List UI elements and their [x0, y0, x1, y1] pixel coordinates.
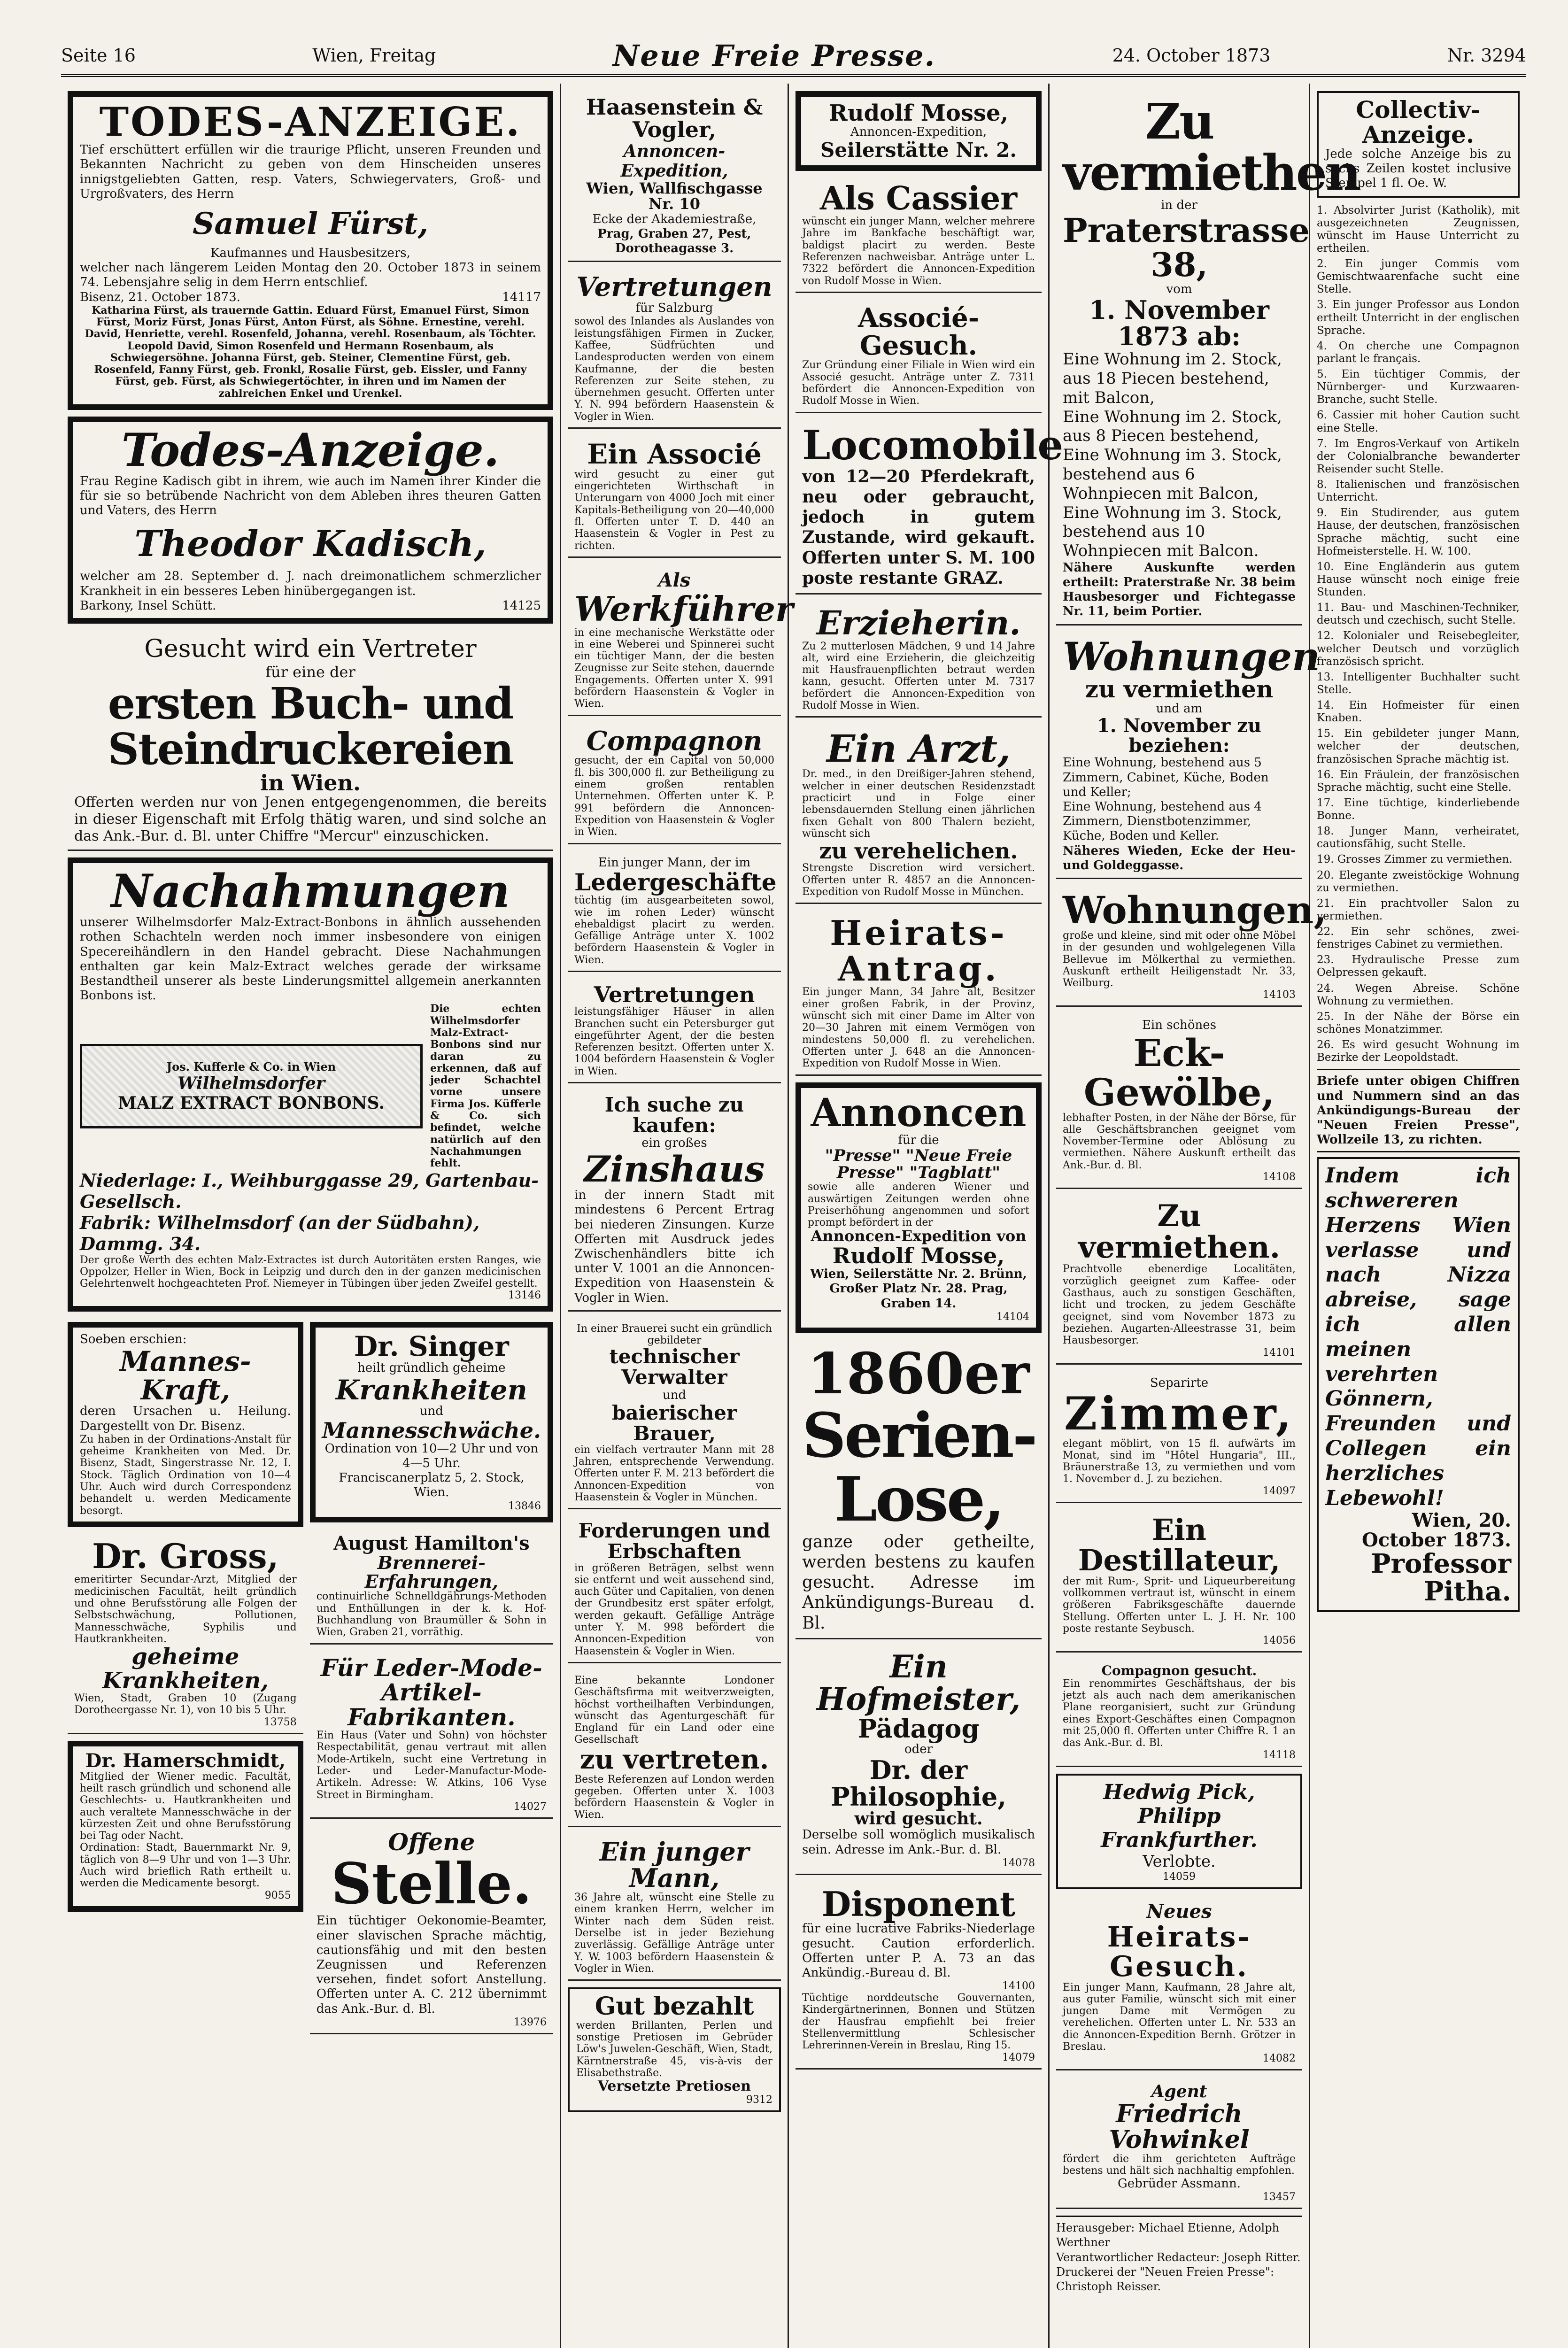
- imprint-printer: Druckerei der "Neuen Freien Presse": Christoph Reisser.: [1056, 2265, 1274, 2294]
- deceased-name: Theodor Kadisch,: [134, 523, 487, 565]
- heirats-text: Ein junger Mann, 34 Jahre alt, Besitzer einer großen Fabrik, in der Provinz, wünscht sich mit einer Dame im Alter von 20—30 Jahren mit einem Vermögen von mindestens 50,000 fl. zu verehelichen. Offerten unter J. 648 an die Annoncen-Expedition von Rudolf Mosse in Wien.: [802, 986, 1035, 1070]
- list-item: 5. Ein tüchtiger Commis, der Nürnberger- und Kurzwaaren-Branche, sucht Stelle.: [1317, 368, 1520, 406]
- forderungen-title: Forderungen und Erbschaften: [578, 1519, 771, 1563]
- medical-left: [68, 1318, 303, 2040]
- bonbon-row: [80, 1003, 541, 1169]
- vermiethen-line1: in der: [1161, 198, 1197, 213]
- place-code-line: [80, 599, 541, 613]
- brauer-text: ein vielfach vertrauter Mann mit 28 Jahren, entsprechende Verwendung. Offerten unter F. M. 213 befördert die Annoncen-Expedition von Haasenstein & Vogler in München.: [574, 1444, 774, 1504]
- ad-code: 14056: [1263, 1635, 1296, 1647]
- zinshaus-ad: [568, 1090, 781, 1312]
- cassier-text: wünscht ein junger Mann, welcher mehrere Jahre im Bankfache beschäftigt war, baldigst placirt zu werden. Beste Referenzen nachweisbar. Anträge unter L. 7322 befördert die Annoncen-Expedition von Rudolf Mosse in Wien.: [802, 216, 1035, 287]
- medical-ads-row: [68, 1318, 553, 2040]
- hamilton-sub: Brennerei-Erfahrungen,: [364, 1552, 499, 1592]
- hamerschmidt-name: Dr. Hamerschmidt,: [85, 1749, 286, 1772]
- ledergeschaefte-text: tüchtig (im ausgearbeiteten sowol, wie im rohen Leder) wünscht ehebaldigst placirt zu werden. Gefällige Anträge unter X. 1002 befördern Haasenstein & Vogler in Wien.: [574, 895, 774, 966]
- place-date-line: [80, 290, 541, 305]
- issue-date: 24. October 1873: [1112, 45, 1271, 66]
- junger-mann-text: 36 Jahre alt, wünscht eine Stelle zu einem kranken Herrn, welcher im Winter nach dem Süden reist. Derselbe ist in jeder Beziehung zuverlässig. Gefällige Anträge unter Y. W. 1003 befördern Haasenstein & Vogler in Wien.: [574, 1892, 774, 1975]
- compagnon-title: Compagnon: [586, 725, 763, 757]
- hofmeister-line2: oder: [904, 1742, 933, 1757]
- singer-ad: [310, 1322, 553, 1522]
- ad-code: 14104: [996, 1311, 1029, 1323]
- zinshaus-line1: Ich suche zu kaufen:: [604, 1093, 744, 1137]
- locomobile-ad: [796, 420, 1064, 595]
- singer-line1: heilt gründlich geheime: [357, 1361, 506, 1375]
- hofmeister-text: Derselbe soll womöglich musikalisch sein. Adresse im Ank.-Bur. d. Bl.: [802, 1828, 1035, 1857]
- hamilton-title: August Hamilton's: [333, 1532, 530, 1554]
- list-item: 26. Es wird gesucht Wohnung im Bezirke der Leopoldstadt.: [1317, 1039, 1520, 1064]
- deceased-occupation: Kaufmannes und Hausbesitzers,: [210, 246, 410, 260]
- brauer-ad: [568, 1318, 781, 1510]
- list-item: 6. Cassier mit hoher Caution sucht eine Stelle.: [1317, 409, 1520, 434]
- cassier-title: Als Cassier: [819, 179, 1018, 217]
- vermiethen-street: Praterstrasse 38,: [1063, 210, 1310, 285]
- page-number: Seite 16: [61, 45, 136, 66]
- list-item: 2. Ein junger Commis vom Gemischtwaarenfache sucht eine Stelle.: [1317, 258, 1520, 296]
- erzieherin-title: Erzieherin.: [816, 603, 1021, 643]
- death-notice-details: welcher nach längerem Leiden Montag den 20. October 1873 in seinem 74. Lebensjahre selig in dem Herrn entschlief.: [80, 261, 541, 290]
- serien-title: 1860er: [807, 1340, 1030, 1407]
- ad-code: 14117: [502, 290, 541, 304]
- vertreter-line2: für eine der: [265, 663, 355, 681]
- gross-title: geheime Krankheiten,: [102, 1644, 269, 1694]
- vertretungen-title: Vertretungen: [576, 271, 772, 303]
- ad-code: 14125: [502, 598, 541, 613]
- vermiethen-title: Zu vermiethen: [1063, 93, 1360, 202]
- ad-code: 14078: [1002, 1857, 1035, 1869]
- imprint: [1056, 2216, 1302, 2294]
- ad-code: 9055: [264, 1889, 291, 1901]
- disponent-text: für eine lucrative Fabriks-Niederlage gesucht. Caution erforderlich. Offerten unter P. A. 73 an das Ankündig.-Bureau d. Bl.: [802, 1922, 1035, 1980]
- leder-text: Ein Haus (Vater und Sohn) von höchster Respectabilität, genau vertraut mit allen Mode-Artikeln, sucht eine Vertretung in Leder- und Leder-Manufactur-Mode-Artikeln. Adresse: W. Atkins, 106 Vyse Street in Birmingham.: [316, 1730, 547, 1801]
- column-2: [561, 84, 793, 2348]
- ad-code: 14082: [1263, 2053, 1296, 2065]
- wohnungen-ad-2: [1056, 886, 1327, 1007]
- vertreter-text: Offerten werden nur von Jenen entgegengenommen, die bereits in dieser Eigenschaft mit Erfolg thätig waren, und sind solche an das Ank.-Bur. d. Bl. unter Chiffre "Mercur" einzuschicken.: [74, 794, 547, 845]
- hofmeister-line3: wird gesucht.: [854, 1808, 983, 1829]
- death-notice-title: Todes-Anzeige.: [121, 424, 500, 477]
- wohnungen-line3: 1. November zu beziehen:: [1097, 715, 1262, 757]
- list-item: 13. Intelligenter Buchhalter sucht Stelle.: [1317, 671, 1520, 696]
- zimmer-text: elegant möblirt, von 15 fl. aufwärts im Monat, sind im "Hôtel Hungaria", III., Bräunerstraße 13, zu vermiethen und vom 1. November d. J. zu beziehen.: [1063, 1437, 1296, 1485]
- hofmeister-ad: [796, 1646, 1042, 1875]
- verlobung-line1: Hedwig Pick,: [1103, 1780, 1255, 1804]
- list-item: 25. In der Nähe der Börse ein schönes Monatzimmer.: [1317, 1010, 1520, 1035]
- compagnon-gesucht-text: Ein renommirtes Geschäftshaus, der bis jetzt als auch nach dem amerikanischen Plane reorganisiert, sucht zur Gründung eines Export-Geschäftes einen Compagnon mit 25,000 fl. Offerten unter Chiffre R. 1 an das Ank.-Bur. d. Bl.: [1063, 1677, 1296, 1749]
- wohnungen-title: Wohnungen: [1063, 634, 1320, 680]
- annoncen-ad: [796, 1082, 1042, 1333]
- brauer-line1: In einer Brauerei sucht ein gründlich gebildeter: [577, 1322, 772, 1347]
- eck-title: Eck-Gewölbe,: [1083, 1030, 1275, 1114]
- vertretungen-petersburg-ad: [568, 979, 781, 1083]
- singer-title2: Mannesschwäche.: [322, 1417, 541, 1443]
- agent-ad: [1056, 2077, 1302, 2209]
- list-item: 3. Ein junger Professor aus London ertheilt Unterricht in der englischen Sprache.: [1317, 299, 1520, 337]
- list-item: 18. Junger Mann, verheiratet, cautionsfähig, sucht Stelle.: [1317, 825, 1520, 850]
- wohnung-item-2: Eine Wohnung im 2. Stock, aus 8 Piecen bestehend,: [1063, 407, 1282, 446]
- erzieherin-ad: [796, 601, 1042, 718]
- serien-big: Serien-Lose,: [802, 1399, 1036, 1536]
- ad-code: 14027: [514, 1800, 547, 1813]
- ad-code: 14059: [1163, 1870, 1196, 1883]
- box-top-label: Jos. Kufferle & Co. in Wien: [166, 1059, 336, 1074]
- death-notice-title: TODES-ANZEIGE.: [99, 99, 522, 145]
- list-item: 21. Ein prachtvoller Salon zu vermiethen.: [1317, 897, 1520, 922]
- locomobile-text: von 12—20 Pferdekraft, neu oder gebraucht, jedoch in gutem Zustande, wird gekauft. Offerten unter S. M. 100 poste restante GRAZ.: [802, 466, 1035, 588]
- brauer-title: technischer Verwalter: [609, 1345, 740, 1389]
- werkfuehrer-ad: [568, 564, 793, 716]
- disponent-ad: [796, 1882, 1042, 2070]
- list-item: 4. On cherche une Compagnon parlant le français.: [1317, 340, 1520, 365]
- zimmer-title: Zimmer,: [1064, 1387, 1294, 1440]
- gross-name: Dr. Gross,: [92, 1536, 279, 1576]
- eck-text: lebhafter Posten, in der Nähe der Börse, für alle Geschäftsbranchen geeignet vom November-Termine oder Ablösung zu vermiethen. Nähere Auskunft ertheilt das Ank.-Bur. d. Bl.: [1063, 1112, 1296, 1171]
- associe-gesuch-text: Zur Gründung einer Filiale in Wien wird ein Associé gesucht. Anträge unter Z. 7311 befördert die Annoncen-Expedition von Rudolf Mosse in Wien.: [802, 359, 1035, 407]
- hamilton-text: continuirliche Schnelldgährungs-Methoden und Enthüllungen in der k. k. Hof-Buchhandlung von Braumüller & Sohn in Wien, Graben 21, vorräthig.: [316, 1591, 547, 1638]
- ad-code: 13758: [263, 1716, 297, 1728]
- death-notice-intro: Tief erschüttert erfüllen wir die traurige Pflicht, unseren Freunden und Bekannten Nachricht zu geben von dem Hinscheiden unseres innigstgeliebten Gatten, resp. Vaters, Schwiegervaters, Groß- und Urgroßvaters, des Herrn: [80, 143, 541, 201]
- hofmeister-title: Ein Hofmeister,: [816, 1648, 1021, 1718]
- agency-title: Haasenstein & Vogler,: [586, 94, 763, 143]
- vermiethen-date: 1. November 1873 ab:: [1089, 294, 1269, 352]
- singer-title: Krankheiten: [335, 1374, 527, 1406]
- associe-gesuch-title: Associé-Gesuch.: [857, 302, 980, 361]
- wohnung-item-2: Eine Wohnung, bestehend aus 4 Zimmern, Dienstbotenzimmer, Küche, Boden und Keller.: [1063, 799, 1262, 843]
- nachahmungen-footnote: Der große Werth des echten Malz-Extractes ist durch Autoritäten ersten Ranges, wie Oppolzer, Heller in Wien, Bock in Leipzig und durch den in der ganzen medicinischen Gelehrtenwelt hochgeachteten Prof. Niemeyer in Tübingen über jeden Zweifel gestellt.: [80, 1254, 541, 1290]
- arzt-ad: [796, 724, 1042, 904]
- list-item: 12. Kolonialer und Reisebegleiter, welcher Deutsch und vorzüglich französisch spricht.: [1317, 630, 1520, 668]
- medical-right: [310, 1318, 553, 2040]
- ad-code: 14118: [1263, 1749, 1296, 1761]
- neues-line1: Neues: [1146, 1900, 1212, 1923]
- mosse-header: [796, 91, 1042, 171]
- zinshaus-title: Zinshaus: [584, 1148, 765, 1190]
- list-item: 8. Italienischen und französischen Unterricht.: [1317, 479, 1520, 504]
- junger-mann-ad: [568, 1834, 781, 1981]
- box-brand: Wilhelmsdorfer: [178, 1073, 325, 1093]
- compagnon-text: gesucht, der ein Capital von 50,000 fl. bis 300,000 fl. zur Betheiligung zu einem großen rentablen Unternehmen. Offerten unter K. P. 991 befördern die Annoncen-Expedition von Haasenstein & Vogler in Wien.: [574, 755, 774, 838]
- vertreter-ad: [68, 630, 553, 851]
- ledergeschaefte-title: Ledergeschäfte: [574, 868, 777, 896]
- collectiv-list: [1317, 204, 1520, 1065]
- erzieherin-text: Zu 2 mutterlosen Mädchen, 9 und 14 Jahre alt, wird eine Erzieherin, die gleichzeitig mit Hausfrauenpflichten betraut werden kann, gesucht. Offerten unter M. 7317 befördert die Annoncen-Expedition von Rudolf Mosse in Wien.: [802, 640, 1035, 712]
- list-item: 1. Absolvirter Jurist (Katholik), mit ausgezeichneten Zeugnissen, wünscht im Hause Unterricht zu ertheilen.: [1317, 204, 1520, 255]
- deceased-name: Samuel Fürst,: [193, 206, 428, 241]
- mannes-title: Mannes-Kraft,: [119, 1345, 251, 1406]
- gut-bezahlt-sub: Versetzte Pretiosen: [597, 2078, 751, 2095]
- pitha-farewell: [1317, 1157, 1520, 1612]
- zinshaus-text: in der innern Stadt mit mindestens 6 Percent Ertrag bei niederen Zinsungen. Kurze Offerten mit Ausdruck jedes Zwischenhändlers bitte ich unter V. 1001 an die Annoncen-Expedition von Haasenstein & Vogler in Wien.: [574, 1188, 774, 1305]
- agent-text: fördert die ihm gerichteten Aufträge bestens und hält sich nachhaltig empfohlen.: [1063, 2153, 1296, 2177]
- annoncen-title: Annoncen: [811, 1090, 1027, 1135]
- agency-sub: Annoncen-Expedition,: [620, 141, 728, 181]
- authenticity-note: Die echten Wilhelmsdorfer Malz-Extract-Bonbons sind nur daran zu erkennen, daß auf jeder Schachtel vorne unsere Firma Jos. Küfferle & Co. sich befindet, welche natürlich auf den Nachahmungen fehlt.: [430, 1003, 541, 1170]
- leder-ad: [310, 1651, 553, 1819]
- gouvernanten-text: Tüchtige norddeutsche Gouvernanten, Kindergärtnerinnen, Bonnen und Stützen der Hausfrau empfiehlt bei freier Stellenvermittlung Schlesischer Lehrerinnen-Verein in Breslau, Ring 15.: [802, 1992, 1035, 2052]
- collectiv-title: Collectiv-Anzeige.: [1356, 96, 1481, 148]
- list-item: 23. Hydraulische Presse zum Oelpressen gekauft.: [1317, 954, 1520, 979]
- compagnon-gesucht-title: Compagnon gesucht.: [1101, 1663, 1257, 1679]
- neues-heirats-title: Heirats-Gesuch.: [1107, 1920, 1251, 1983]
- eck-gewoelbe-ad: [1056, 1013, 1302, 1189]
- list-item: 16. Ein Fräulein, der französischen Sprache mächtig, sucht eine Stelle.: [1317, 768, 1520, 794]
- serien-text: ganze oder getheilte, werden bestens zu kaufen gesucht. Adresse im Ankündigungs-Bureau d. Bl.: [802, 1532, 1035, 1633]
- annoncen-papers: "Presse" "Neue Freie Presse" "Tagblatt": [825, 1146, 1012, 1182]
- vertreter-headline: ersten Buch- und Steindruckereien: [108, 678, 513, 774]
- imprint-publisher: Herausgeber: Michael Etienne, Adolph Werthner: [1056, 2221, 1280, 2249]
- associe-text: wird gesucht zu einer gut eingerichteten Wirthschaft in Unterungarn von 4000 Joch mit einer Kapitals-Betheiligung von 20—40,000 fl. Offerten unter T. D. 440 an Haasenstein & Vogler in Pest zu richten.: [574, 468, 774, 552]
- agency-branch: Prag, Graben 27, Pest, Dorotheagasse 3.: [597, 226, 751, 256]
- ad-code: 13457: [1263, 2191, 1296, 2203]
- hamerschmidt-address: Ordination: Stadt, Bauernmarkt Nr. 9, täglich von 8—9 Uhr und von 1—3 Uhr. Auch wird brieflich Rath ertheilt u. werden die Medicamente besorgt.: [80, 1842, 291, 1890]
- junger-mann-title: Ein junger Mann,: [599, 1836, 749, 1893]
- collectiv-anzeige: [1317, 91, 1520, 198]
- mannes-line1: Soeben erschien:: [80, 1332, 187, 1347]
- destillateur-ad: [1056, 1510, 1302, 1653]
- nachahmungen-ad: [68, 857, 553, 1312]
- ad-code: 14100: [1002, 1980, 1035, 1993]
- locomobile-title: Locomobile: [802, 421, 1064, 469]
- zinshaus-line2: ein großes: [641, 1136, 707, 1151]
- werkfuehrer-title: Werkführer: [574, 588, 793, 629]
- agent-line1: Agent: [1151, 2082, 1207, 2102]
- cassier-ad: [796, 178, 1042, 293]
- wohnungen-line2: und am: [1156, 702, 1203, 716]
- ledergeschaefte-line1: Ein junger Mann, der im: [598, 855, 751, 870]
- arzt-title: Ein Arzt,: [826, 726, 1011, 771]
- wohnungen2-title: Wohnungen,: [1063, 888, 1327, 932]
- destillateur-title: Ein Destillateur,: [1078, 1512, 1281, 1577]
- annoncen-name: Rudolf Mosse,: [832, 1243, 1005, 1268]
- vertreter-line1: Gesucht wird ein Vertreter: [144, 634, 477, 663]
- praterstrasse-ad: [1056, 91, 1360, 626]
- vertreter-line3: in Wien.: [260, 770, 361, 796]
- depot-address: Niederlage: I., Weihburggasse 29, Gartenbau-Gesellsch.: [80, 1169, 539, 1212]
- stelle-ad: [310, 1825, 553, 2034]
- vertretungen-text: sowol des Inlandes als Auslandes von leistungsfähigen Firmen in Zucker, Kaffee, Südfrüchten und Landesproducten werden von einem Kaufmanne, der die besten Referenzen zur Seite stehen, zu übernehmen gesucht. Offerten unter Y. N. 994 befördern Haasenstein & Vogler in Wien.: [574, 316, 774, 423]
- collectiv-intro: Jede solche Anzeige bis zu sechs Zeilen kostet inclusive Stempel 1 fl. Oe. W.: [1325, 147, 1511, 191]
- list-item: 24. Wegen Abreise. Schöne Wohnung zu vermiethen.: [1317, 982, 1520, 1007]
- hamerschmidt-text: Mitglied der Wiener medic. Facultät, heilt rasch gründlich und schonend alle Geschlechts- u. Hautkrankheiten und auch veraltete Mannesschwäche in der kürzesten Zeit und ohne Berufsstörung bei Tag oder Nacht.: [80, 1770, 291, 1842]
- ad-code: 13146: [508, 1290, 541, 1302]
- list-item: 14. Ein Hofmeister für einen Knaben.: [1317, 699, 1520, 725]
- leder-title: Für Leder-Mode-Artikel-Fabrikanten.: [320, 1653, 542, 1731]
- mannes-text: Zu haben in der Ordinations-Anstalt für geheime Krankheiten von Med. Dr. Bisenz, Stadt, Singerstrasse Nr. 12, I. Stock. Täglich Ordination von 10—4 Uhr. Auch wird durch Correspondenz behandelt u. werden Medicamente besorgt.: [80, 1433, 291, 1517]
- vermiethen-line2: vom: [1166, 282, 1192, 296]
- death-notice-intro: Frau Regine Kadisch gibt in ihrem, wie auch im Namen ihrer Kinder die für sie so betrübende Nachricht von dem Ableben ihres theuren Gatten und Vaters, des Herrn: [80, 474, 541, 518]
- vertretungen-sub: für Salzburg: [635, 301, 713, 316]
- collectiv-footer: Briefe unter obigen Chiffren und Nummern sind an das Ankündigungs-Bureau der "Neuen Freien Presse", Wollzeile 13, zu richten.: [1317, 1069, 1520, 1152]
- list-item: 15. Ein gebildeter junger Mann, welcher der deutschen, französischen Sprache mächtig ist.: [1317, 727, 1520, 765]
- ad-code: 13846: [508, 1500, 541, 1512]
- destillateur-text: der mit Rum-, Sprit- und Liqueurbereitung vollkommen vertraut ist, wünscht in einem größeren Fabriksgeschäfte dauernde Stellung. Offerten unter L. J. H. Nr. 100 poste restante Seybusch.: [1063, 1575, 1296, 1635]
- nachahmungen-title: Nachahmungen: [111, 865, 510, 918]
- gross-text: emeritirter Secundar-Arzt, Mitglied der medicinischen Facultät, heilt gründlich und ohne Berufsstörung alle Folgen der Selbstschwächung, Pollutionen, Mannesschwäche, Syphilis und Hautkrankheiten.: [74, 1574, 297, 1645]
- werkfuehrer-text: in eine mechanische Werkstätte oder in eine Weberei und Spinnerei sucht ein tüchtiger Mann, der die besten Zeugnisse zur Seite stehen, dauernde Engagements. Offerten unter X. 991 befördern Haasenstein & Vogler in Wien.: [574, 626, 774, 710]
- furst-death-notice: [68, 91, 553, 410]
- mourners-list: Katharina Fürst, als trauernde Gattin. Eduard Fürst, Emanuel Fürst, Simon Fürst, Moriz Fürst, Jonas Fürst, Anton Fürst, als Söhne. Ernestine, verehl. David, Henriette, verehl. Rosenfeld, Johanna, verehl. Rosenbaum, als Töchter. Leopold David, Simon Rosenfeld und Hermann Rosenbaum, als Schwiegersöhne. Johanna Fürst, geb. Steiner, Clementine Fürst, geb. Rosenfeld, Fanny Fürst, geb. Fronkl, Rosalie Fürst, geb. Eissler, und Fanny Fürst, geb. Fürst, als Schwiegertöchter, in ihren und im Namen der zahlreichen Enkel und Urenkel.: [85, 304, 536, 400]
- wohnungen-text: Näheres Wieden, Ecke der Heu- und Goldeggasse.: [1063, 843, 1296, 873]
- associe-ad: [568, 435, 781, 558]
- mannes-sub: deren Ursachen u. Heilung. Dargestellt von Dr. Bisenz.: [80, 1404, 291, 1433]
- arzt-text: Dr. med., in den Dreißiger-Jahren stehend, welcher in einer deutschen Residenzstadt practicirt und in Folge einer lebensdauernden Stellung einen jährlichen fixen Gehalt von 800 Thalern bezieht, wünscht sich: [802, 768, 1035, 840]
- zimmer-line1: Separirte: [1150, 1375, 1209, 1390]
- forderungen-ad: [568, 1516, 781, 1663]
- annoncen-address: Wien, Seilerstätte Nr. 2. Brünn, Großer Platz Nr. 28. Prag, Graben 14.: [810, 1267, 1027, 1311]
- arzt-title2: zu verehelichen.: [819, 838, 1018, 864]
- vermiethen2-title: Zu vermiethen.: [1078, 1198, 1280, 1266]
- singer-name: Dr. Singer: [354, 1330, 509, 1363]
- wohnung-item-1: Eine Wohnung, bestehend aus 5 Zimmern, Cabinet, Küche, Boden und Keller;: [1063, 756, 1269, 799]
- ad-code: 14097: [1263, 1485, 1296, 1497]
- pitha-date: Wien, 20. October 1873.: [1361, 1509, 1511, 1552]
- vermiethen-text: Nähere Auskunfte werden ertheilt: Praterstraße Nr. 38 beim Hausbesorger und Fichtegasse Nr. 11, beim Portier.: [1063, 560, 1296, 619]
- mannes-kraft-ad: [68, 1322, 303, 1527]
- forderungen-text: in größeren Beträgen, selbst wenn sie entfernt und weit aussehend sind, auch Güter und Capitalien, von denen der Grundbesitz erst später erfolgt, werden gekauft. Gefällige Anträge unter Y. M. 998 befördert die Annoncen-Expedition von Haasenstein & Vogler in Wien.: [574, 1562, 774, 1657]
- list-item: 10. Eine Engländerin aus gutem Hause wünscht noch einige freie Stunden.: [1317, 560, 1520, 599]
- brauer-title2: baierischer Brauer,: [612, 1401, 737, 1445]
- verlobung-line3: Verlobte.: [1143, 1852, 1216, 1871]
- bonbon-box-image: [80, 1044, 423, 1128]
- box-bottom-label: MALZ EXTRACT BONBONS.: [118, 1093, 385, 1113]
- heirats-title: Heirats-Antrag.: [830, 913, 1007, 989]
- kadisch-death-notice: [68, 417, 553, 624]
- ad-code: 13976: [514, 2016, 547, 2028]
- singer-address: Franciscanerplatz 5, 2. Stock, Wien.: [339, 1471, 525, 1500]
- haasenstein-header: [568, 91, 781, 262]
- hamerschmidt-ad: [68, 1741, 303, 1912]
- stelle-text: Ein tüchtiger Oekonomie-Beamter, einer slavischen Sprache mächtig, cautionsfähig und mit den besten Zeugnissen und Referenzen versehen, findet sofort Anstellung. Offerten unter A. C. 212 übernimmt das Ank.-Bur. d. Bl.: [316, 1914, 547, 2016]
- agency-sub: Annoncen-Expedition,: [850, 125, 987, 139]
- serien-lose-ad: [796, 1340, 1042, 1639]
- column-4: [1050, 84, 1360, 2348]
- singer-hours: Ordination von 10—2 Uhr und von 4—5 Uhr.: [324, 1441, 539, 1471]
- annoncen-line1: für die: [898, 1133, 939, 1147]
- nachahmungen-text: unserer Wilhelmsdorfer Malz-Extract-Bonbons in ähnlich aussehenden rothen Schachteln werden noch immer insbesondere von einigen Specereihändlern in den Handel gebracht. Diese Nachahmungen enthalten gar kein Malz-Extract welches gerade der wirksame Bestandtheil unserer als beste Linderungsmittel allgemein anerkannten Bonbons ist.: [80, 915, 541, 1003]
- agency-address2: Ecke der Akademiestraße,: [592, 212, 757, 226]
- eck-line1: Ein schönes: [1142, 1018, 1217, 1033]
- vertretungen2-title: Vertretungen: [594, 981, 755, 1007]
- ad-code: 9312: [746, 2093, 772, 2106]
- wohnung-item-3: Eine Wohnung im 3. Stock, bestehend aus 6 Wohnpiecen mit Balcon,: [1063, 446, 1282, 503]
- ledergeschaefte-ad: [568, 851, 781, 972]
- agency-address: Wien, Wallfischgasse Nr. 10: [586, 179, 763, 213]
- column-5: [1310, 84, 1526, 2348]
- list-item: 17. Eine tüchtige, kinderliebende Bonne.: [1317, 796, 1520, 822]
- compagnon-ad: [568, 723, 781, 844]
- ad-columns: [61, 84, 1526, 2348]
- associe-gesuch-ad: [796, 300, 1042, 413]
- disponent-title: Disponent: [821, 1884, 1016, 1924]
- neues-heirats-text: Ein junger Mann, Kaufmann, 28 Jahre alt, aus guter Familie, wünscht sich mit einer jungen Dame mit Vermögen zu verehelichen. Offerten unter L. Nr. 533 an die Annoncen-Expedition Bernh. Grötzer in Breslau.: [1063, 1981, 1296, 2053]
- vertretungen-salzburg-ad: [568, 269, 781, 429]
- wohnungen-line1: zu vermiethen: [1085, 675, 1274, 703]
- list-item: 20. Elegante zweistöckige Wohnung zu vermiethen.: [1317, 869, 1520, 894]
- agency-title: Rudolf Mosse,: [828, 100, 1009, 126]
- hamilton-ad: [310, 1529, 553, 1645]
- gut-bezahlt-text: werden Brillanten, Perlen und sonstige Pretiosen im Gebrüder Löw's Juwelen-Geschäft, Wien, Stadt, Kärntnerstraße 45, vis-à-vis der Elisabethstraße.: [576, 2019, 772, 2079]
- annoncen-agency: Annoncen-Expedition von: [811, 1227, 1027, 1245]
- wohnungen-ad-1: [1056, 632, 1320, 879]
- london-text: Eine bekannte Londoner Geschäftsfirma mit weitverzweigten, höchst vortheilhaften Verbindungen, wünscht das Agenturgeschäft für England für ein Land oder eine Gesellschaft: [574, 1674, 774, 1746]
- agency-address: Seilerstätte Nr. 2.: [820, 138, 1017, 162]
- compagnon-gesucht-ad: [1056, 1659, 1302, 1767]
- hofmeister-line1: Pädagog: [857, 1714, 980, 1744]
- ad-code-2: 14079: [1002, 2051, 1035, 2063]
- pitha-name: Professor Pitha.: [1371, 1548, 1511, 1607]
- stelle-title: Offene: [388, 1828, 475, 1856]
- imprint-editor: Verantwortlicher Redacteur: Joseph Ritter.: [1056, 2250, 1301, 2264]
- zimmer-ad: [1056, 1371, 1302, 1503]
- singer-line2: und: [419, 1404, 443, 1419]
- brauer-line2: und: [662, 1388, 687, 1402]
- place: Barkony, Insel Schütt.: [80, 598, 216, 613]
- place-date: Bisenz, 21. October 1873.: [80, 290, 240, 304]
- werkfuehrer-line1: Als: [658, 569, 691, 591]
- vertretungen2-text: leistungsfähiger Häuser in allen Branchen sucht ein Petersburger gut eingeführter Agent, der die besten Referenzen besitzt. Offerten unter X. 1004 befördern Haasenstein & Vogler in Wien.: [574, 1006, 774, 1077]
- list-item: 9. Ein Studirender, aus gutem Hause, der deutschen, französischen Sprache mächtig, sucht eine Hofmeisterstelle. H. W. 100.: [1317, 507, 1520, 557]
- list-item: 11. Bau- und Maschinen-Techniker, deutsch und czechisch, sucht Stelle.: [1317, 602, 1520, 627]
- vermiethen-ad-2: [1056, 1196, 1302, 1364]
- list-item: 7. Im Engros-Verkauf von Artikeln der Colonialbranche bewanderter Reisender sucht Stelle.: [1317, 437, 1520, 475]
- pitha-text: Indem ich schwereren Herzens Wien verlasse und nach Nizza abreise, sage ich allen meinen verehrten Gönnern, Freunden und Collegen ein herzliches Lebewohl!: [1325, 1164, 1511, 1510]
- city-day: Wien, Freitag: [312, 45, 436, 66]
- wohnungen2-text: große und kleine, sind mit oder ohne Möbel in der gesunden und wohlgelegenen Villa Bellevue im Mölkerthal zu vermiethen. Auskunft ertheilt Heiligenstadt Nr. 33, Weilburg.: [1063, 929, 1296, 989]
- issue-number: Nr. 3294: [1447, 45, 1526, 66]
- list-item: 19. Grosses Zimmer zu vermiethen.: [1317, 853, 1513, 866]
- factory-address: Fabrik: Wilhelmsdorf (an der Südbahn), Dammg. 34.: [80, 1212, 480, 1254]
- annoncen-text: sowie alle anderen Wiener und auswärtigen Zeitungen werden ohne Preiserhöhung angenommen und sofort prompt befördert in der: [808, 1181, 1029, 1229]
- gross-address: Wien, Stadt, Graben 10 (Zugang Dorotheergasse Nr. 1), von 10 bis 5 Uhr.: [74, 1692, 297, 1716]
- death-notice-details: welcher am 28. September d. J. nach dreimonatlichem schmerzlicher Krankheit in ein besseres Leben hinübergegangen ist.: [80, 569, 541, 598]
- page-header: [61, 37, 1526, 77]
- column-3: [789, 84, 1064, 2348]
- ad-code: 14103: [1263, 989, 1296, 1001]
- hofmeister-title2: Dr. der Philosophie,: [830, 1755, 1007, 1812]
- neues-heirats-ad: [1056, 1896, 1302, 2071]
- london-title: zu vertreten.: [579, 1744, 769, 1775]
- ad-code: 14101: [1263, 1346, 1296, 1359]
- gut-bezahlt-title: Gut bezahlt: [595, 1992, 754, 2021]
- list-item: 22. Ein sehr schönes, zwei-fenstriges Cabinet zu vermiethen.: [1317, 926, 1520, 951]
- vermiethen2-text: Prachtvolle ebenerdige Localitäten, vorzüglich geeignet zum Kaffee- oder Gasthaus, auch zu sonstigen Geschäften, licht und trocken, zu jedem Geschäfte geeignet, sind vom November 1873 zu beziehen. Augarten-Alleestrasse 31, beim Hausbesorger.: [1063, 1263, 1296, 1347]
- column-1: [61, 84, 561, 2348]
- verlobung-line2: Philipp Frankfurther.: [1101, 1804, 1258, 1852]
- london-text2: Beste Referenzen auf London werden gegeben. Offerten unter X. 1003 befördern Haasenstein & Vogler in Wien.: [574, 1773, 774, 1821]
- london-ad: [568, 1670, 781, 1827]
- gross-ad: [68, 1534, 303, 1734]
- wohnung-item-4: Eine Wohnung im 3. Stock, bestehend aus 10 Wohnpiecen mit Balcon.: [1063, 503, 1282, 561]
- newspaper-title: Neue Freie Presse.: [612, 38, 936, 73]
- ad-code: 14108: [1263, 1171, 1296, 1183]
- heirats-antrag-ad: [796, 911, 1042, 1075]
- gut-bezahlt-ad: [568, 1987, 781, 2112]
- wohnung-item-1: Eine Wohnung im 2. Stock, aus 18 Piecen bestehend, mit Balcon,: [1063, 350, 1282, 407]
- associe-title: Ein Associé: [587, 438, 762, 470]
- stelle-big: Stelle.: [331, 1851, 532, 1917]
- arzt-text2: Strengste Discretion wird versichert. Offerten unter R. 4857 an die Annoncen-Expedition von Rudolf Mosse in München.: [802, 862, 1035, 898]
- agent-sign: Gebrüder Assmann.: [1117, 2177, 1241, 2191]
- agent-name: Friedrich Vohwinkel: [1109, 2100, 1250, 2154]
- verlobung-ad: [1056, 1774, 1302, 1889]
